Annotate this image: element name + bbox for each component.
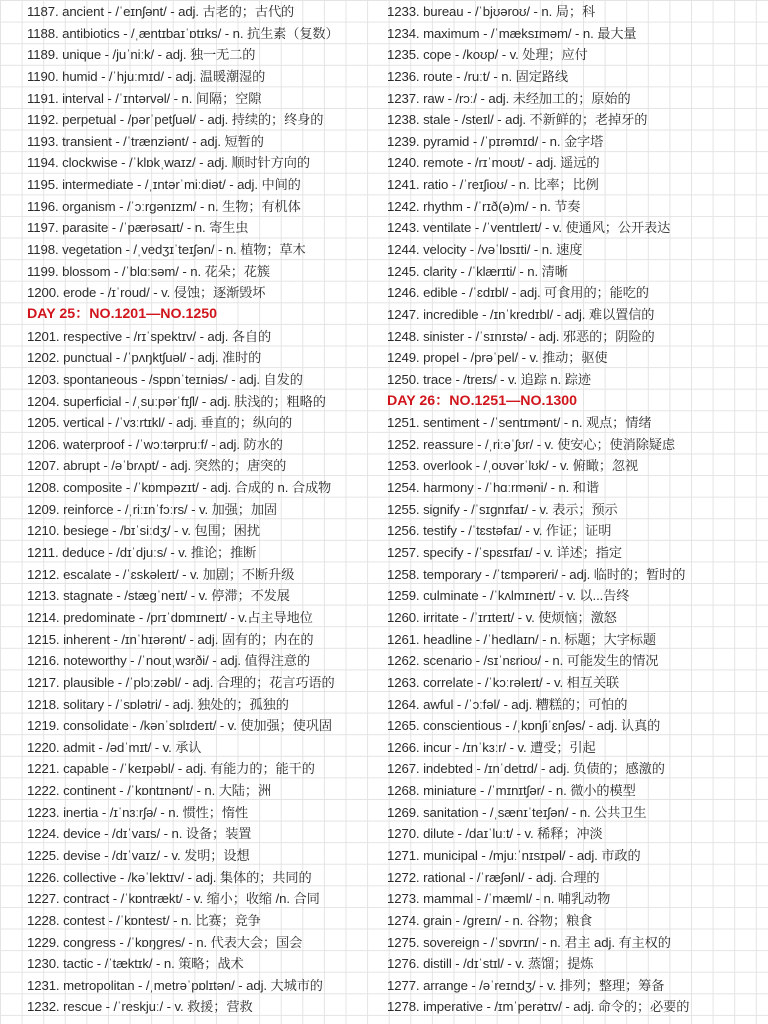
word-entry: 1245. clarity - /ˈklærɪti/ - n. 清晰 [387, 263, 568, 279]
word-entry: 1196. organism - /ˈɔːrɡənɪzm/ - n. 生物；有机体 [27, 198, 301, 214]
word-entry: 1227. contract - /ˈkɒntrækt/ - v. 缩小；收缩 /n. 合同 [27, 891, 320, 907]
word-entry: 1218. solitary - /ˈsɒlətri/ - adj. 独处的；孤独的 [27, 696, 289, 712]
word-entry: 1250. trace - /treɪs/ - v. 追踪 n. 踪迹 [387, 371, 591, 387]
word-entry: 1269. sanitation - /ˌsænɪˈteɪʃən/ - n. 公共卫生 [387, 804, 647, 820]
word-entry: 1213. stagnate - /stæɡˈneɪt/ - v. 停滞；不发展 [27, 588, 290, 604]
word-entry: 1251. sentiment - /ˈsentɪmənt/ - n. 观点；情绪 [387, 415, 652, 431]
word-entry: 1216. noteworthy - /ˈnoutˌwɜrði/ - adj. 值得注意的 [27, 653, 310, 669]
word-entry: 1232. rescue - /ˈreskjuː/ - v. 救援；营救 [27, 999, 253, 1015]
word-entry: 1210. besiege - /bɪˈsiːdʒ/ - v. 包围；困扰 [27, 523, 260, 539]
word-entry: 1244. velocity - /vəˈlɒsɪti/ - n. 速度 [387, 242, 583, 258]
word-entry: 1260. irritate - /ˈɪrɪteɪt/ - v. 使烦恼；激怒 [387, 609, 617, 625]
word-entry: 1198. vegetation - /ˌvedʒɪˈteɪʃən/ - n. 植物；草木 [27, 242, 306, 258]
word-entry: 1204. superficial - /ˌsuːpərˈfɪʃl/ - adj. 肤浅的；粗略的 [27, 393, 326, 409]
word-entry: 1274. grain - /ɡreɪn/ - n. 谷物；粮食 [387, 912, 593, 928]
word-entry: 1240. remote - /rɪˈmoʊt/ - adj. 遥远的 [387, 155, 600, 171]
word-entry: 1259. culminate - /ˈkʌlmɪneɪt/ - v. 以...告终 [387, 588, 630, 604]
word-entry: 1275. sovereign - /ˈsɒvrɪn/ - n. 君主 adj. 有主权的 [387, 934, 671, 950]
word-entry: 1249. propel - /prəˈpel/ - v. 推动；驱使 [387, 350, 608, 366]
day-heading: DAY 25：NO.1201—NO.1250 [27, 305, 218, 322]
word-entry: 1192. perpetual - /pərˈpetʃuəl/ - adj. 持续的；终身的 [27, 112, 324, 128]
word-entry: 1194. clockwise - /ˈklɒkˌwaɪz/ - adj. 顺时针方向的 [27, 155, 310, 171]
word-entry: 1238. stale - /steɪl/ - adj. 不新鲜的；老掉牙的 [387, 112, 648, 128]
right-column [387, 1, 765, 1018]
word-entry: 1206. waterproof - /ˈwɔːtərpruːf/ - adj. 防水的 [27, 436, 283, 452]
word-entry: 1202. punctual - /ˈpʌŋktʃuəl/ - adj. 准时的 [27, 350, 262, 366]
word-entry: 1211. deduce - /dɪˈdjuːs/ - v. 推论；推断 [27, 545, 257, 561]
word-entry: 1266. incur - /ɪnˈkɜːr/ - v. 遭受；引起 [387, 739, 596, 755]
word-entry: 1193. transient - /ˈtrænziənt/ - adj. 短暂的 [27, 133, 264, 149]
word-entry: 1270. dilute - /daɪˈluːt/ - v. 稀释；冲淡 [387, 826, 603, 842]
word-entry: 1258. temporary - /ˈtɛmpəreri/ - adj. 临时的；暂时的 [387, 566, 686, 582]
word-entry: 1187. ancient - /ˈeɪnʃənt/ - adj. 古老的；古代的 [27, 4, 295, 19]
word-entry: 1273. mammal - /ˈmæml/ - n. 哺乳动物 [387, 891, 611, 907]
word-entry: 1201. respective - /rɪˈspektɪv/ - adj. 各自的 [27, 328, 272, 344]
word-entry: 1239. pyramid - /ˈpɪrəmɪd/ - n. 金字塔 [387, 133, 604, 149]
word-entry: 1278. imperative - /ɪmˈperətɪv/ - adj. 命令的；必要的 [387, 999, 690, 1015]
word-entry: 1256. testify - /ˈtɛstəfaɪ/ - v. 作证；证明 [387, 523, 612, 539]
word-entry: 1265. conscientious - /ˌkɒnʃiˈɛnʃəs/ - adj. 认真的 [387, 718, 661, 734]
word-entry: 1221. capable - /ˈkeɪpəbl/ - adj. 有能力的；能干的 [27, 761, 315, 777]
word-entry: 1230. tactic - /ˈtæktɪk/ - n. 策略；战术 [27, 956, 244, 972]
word-entry: 1255. signify - /ˈsɪɡnɪfaɪ/ - v. 表示；预示 [387, 501, 618, 517]
word-entry: 1222. continent - /ˈkɒntɪnənt/ - n. 大陆；洲 [27, 783, 272, 799]
word-entry: 1268. miniature - /ˈmɪnɪtʃər/ - n. 微小的模型 [387, 783, 636, 799]
word-entry: 1234. maximum - /ˈmæksɪməm/ - n. 最大量 [387, 25, 637, 41]
word-entry: 1241. ratio - /ˈreɪʃioʊ/ - n. 比率；比例 [387, 177, 599, 193]
word-entry: 1267. indebted - /ɪnˈdetɪd/ - adj. 负债的；感激的 [387, 761, 665, 777]
word-entry: 1276. distill - /dɪˈstɪl/ - v. 蒸馏；提炼 [387, 956, 594, 972]
word-entry: 1217. plausible - /ˈplɔːzəbl/ - adj. 合理的；花言巧语的 [27, 674, 335, 690]
word-entry: 1272. rational - /ˈræʃənl/ - adj. 合理的 [387, 869, 600, 885]
word-entry: 1233. bureau - /ˈbjʊəroʊ/ - n. 局；科 [387, 4, 596, 19]
word-entry: 1242. rhythm - /ˈrɪð(ə)m/ - n. 节奏 [387, 198, 581, 214]
word-entry: 1225. devise - /dɪˈvaɪz/ - v. 发明；设想 [27, 847, 250, 863]
word-entry: 1264. awful - /ˈɔːfəl/ - adj. 糟糕的；可怕的 [387, 696, 628, 712]
word-entry: 1223. inertia - /ɪˈnɜːrʃə/ - n. 惯性；惰性 [27, 804, 249, 820]
word-entry: 1214. predominate - /prɪˈdɒmɪneɪt/ - v.占主导地位 [27, 609, 313, 625]
word-entry: 1243. ventilate - /ˈventɪleɪt/ - v. 使通风；公开表达 [387, 220, 671, 236]
word-entry: 1207. abrupt - /əˈbrʌpt/ - adj. 突然的；唐突的 [27, 458, 287, 474]
word-entry: 1219. consolidate - /kənˈsɒlɪdeɪt/ - v. 使加强；使巩固 [27, 718, 332, 734]
word-entry: 1236. route - /ruːt/ - n. 固定路线 [387, 68, 568, 84]
word-entry: 1262. scenario - /sɪˈnɛrioʊ/ - n. 可能发生的情况 [387, 653, 659, 669]
word-entry: 1228. contest - /ˈkɒntest/ - n. 比赛；竞争 [27, 912, 261, 928]
word-entry: 1231. metropolitan - /ˌmetrəˈpɒlɪtən/ - adj. 大城市的 [27, 977, 323, 993]
word-entry: 1189. unique - /juˈniːk/ - adj. 独一无二的 [27, 47, 256, 63]
word-entry: 1229. congress - /ˈkɒŋɡres/ - n. 代表大会；国会 [27, 934, 303, 950]
word-entry: 1208. composite - /ˈkɒmpəzɪt/ - adj. 合成的 n. 合成物 [27, 480, 332, 496]
day-heading: DAY 26：NO.1251—NO.1300 [387, 392, 578, 409]
word-entry: 1209. reinforce - /ˌriːɪnˈfɔːrs/ - v. 加强；加固 [27, 501, 278, 517]
word-entry: 1203. spontaneous - /spɒnˈteɪniəs/ - adj. 自发的 [27, 371, 303, 387]
word-entry: 1248. sinister - /ˈsɪnɪstə/ - adj. 邪恶的；阴险的 [387, 328, 655, 344]
word-entry: 1257. specify - /ˈspɛsɪfaɪ/ - v. 详述；指定 [387, 545, 622, 561]
word-entry: 1247. incredible - /ɪnˈkredɪbl/ - adj. 难以置信的 [387, 306, 655, 322]
word-entry: 1253. overlook - /ˌoʊvərˈlʊk/ - v. 俯瞰；忽视 [387, 458, 639, 474]
word-entry: 1200. erode - /ɪˈroud/ - v. 侵蚀；逐渐毁坏 [27, 285, 266, 301]
word-entry: 1224. device - /dɪˈvaɪs/ - n. 设备；装置 [27, 826, 252, 842]
word-entry: 1254. harmony - /ˈhɑːrməni/ - n. 和谐 [387, 480, 599, 496]
word-entry: 1195. intermediate - /ˌɪntərˈmiːdiət/ - adj. 中间的 [27, 177, 301, 193]
word-entry: 1261. headline - /ˈhedlaɪn/ - n. 标题；大字标题 [387, 631, 656, 647]
word-entry: 1235. cope - /koʊp/ - v. 处理；应付 [387, 47, 588, 63]
word-entry: 1212. escalate - /ˈɛskəleɪt/ - v. 加剧；不断升级 [27, 566, 295, 582]
word-entry: 1190. humid - /ˈhjuːmɪd/ - adj. 温暖潮湿的 [27, 68, 266, 84]
word-entry: 1191. interval - /ˈɪntərvəl/ - n. 间隔；空隙 [27, 90, 262, 106]
word-entry: 1205. vertical - /ˈvɜːrtɪkl/ - adj. 垂直的；纵向的 [27, 415, 293, 431]
word-entry: 1246. edible - /ˈɛdɪbl/ - adj. 可食用的；能吃的 [387, 285, 649, 301]
left-column [27, 1, 385, 1018]
word-entry: 1271. municipal - /mjuːˈnɪsɪpəl/ - adj. 市政的 [387, 847, 641, 863]
word-entry: 1188. antibiotics - /ˌæntɪbaɪˈɒtɪks/ - n. 抗生素（复数） [27, 25, 339, 41]
word-entry: 1237. raw - /rɔː/ - adj. 未经加工的；原始的 [387, 90, 631, 106]
word-entry: 1263. correlate - /ˈkɔːrəleɪt/ - v. 相互关联 [387, 674, 620, 690]
word-entry: 1197. parasite - /ˈpærəsaɪt/ - n. 寄生虫 [27, 220, 249, 236]
word-entry: 1252. reassure - /ˌriːəˈʃʊr/ - v. 使安心；使消除疑虑 [387, 436, 675, 452]
word-entry: 1220. admit - /ədˈmɪt/ - v. 承认 [27, 739, 202, 755]
word-entry: 1215. inherent - /ɪnˈhɪərənt/ - adj. 固有的；内在的 [27, 631, 314, 647]
word-entry: 1199. blossom - /ˈblɑːsəm/ - n. 花朵；花簇 [27, 263, 271, 279]
word-entry: 1277. arrange - /əˈreɪndʒ/ - v. 排列；整理；筹备 [387, 977, 665, 993]
word-entry: 1226. collective - /kəˈlektɪv/ - adj. 集体的；共同的 [27, 869, 312, 885]
